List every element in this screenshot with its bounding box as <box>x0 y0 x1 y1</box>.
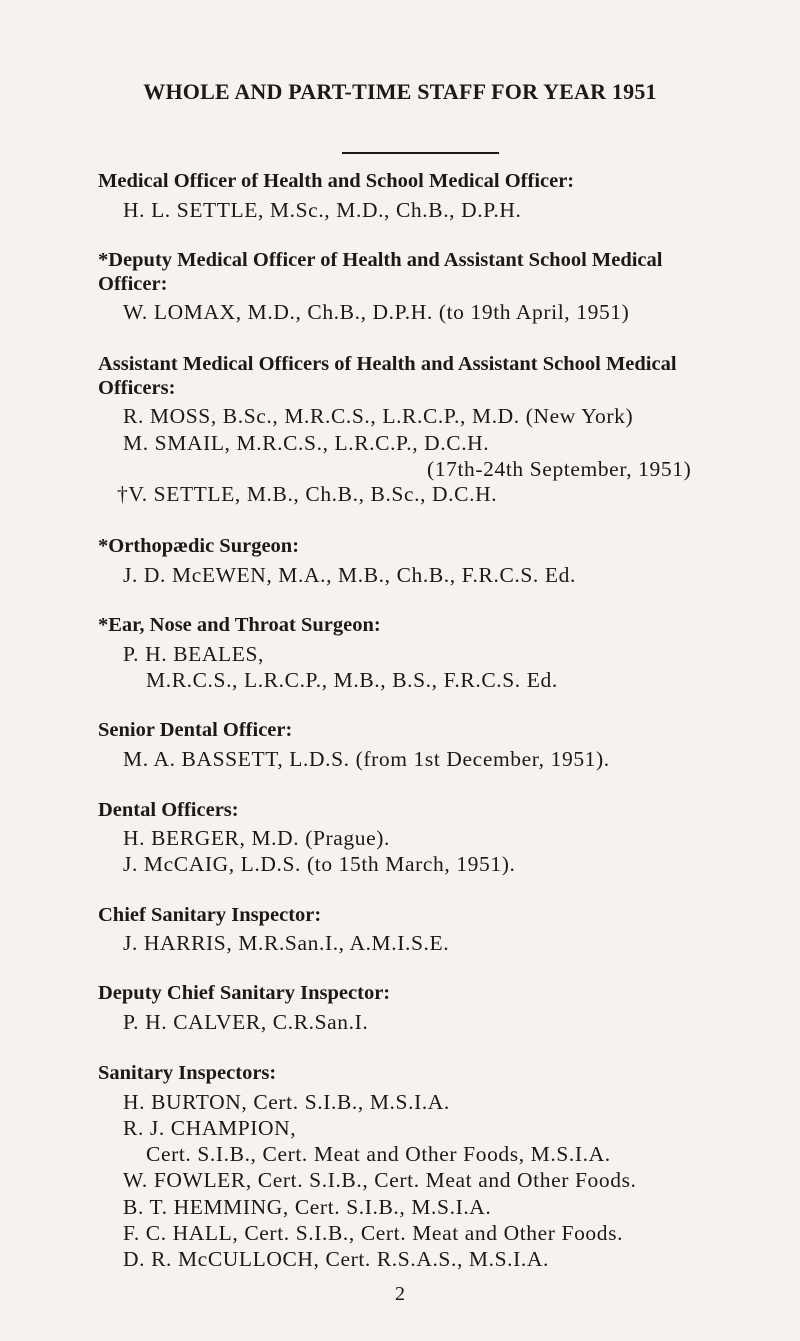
staff-entry-continued: Cert. S.I.B., Cert. Meat and Other Foods, M.S.I.A. <box>146 1142 611 1166</box>
staff-entry: P. H. BEALES, <box>123 642 264 666</box>
section-heading: Assistant Medical Officers of Health and Assistant School Medical <box>98 353 677 375</box>
staff-entry: J. HARRIS, M.R.San.I., A.M.I.S.E. <box>123 931 450 955</box>
staff-entry: M. A. BASSETT, L.D.S. (from 1st December, 1951). <box>123 747 610 771</box>
section-heading: *Ear, Nose and Throat Surgeon: <box>98 614 381 636</box>
section-heading: *Orthopædic Surgeon: <box>98 535 300 557</box>
page-number: 2 <box>395 1283 405 1305</box>
section-heading: Medical Officer of Health and School Medical Officer: <box>98 170 575 192</box>
staff-entry: †V. SETTLE, M.B., Ch.B., B.Sc., D.C.H. <box>117 482 498 506</box>
section-heading: Deputy Chief Sanitary Inspector: <box>98 982 391 1004</box>
page-title: WHOLE AND PART-TIME STAFF FOR YEAR 1951 <box>143 79 657 104</box>
section-heading: Senior Dental Officer: <box>98 719 293 741</box>
staff-entry: P. H. CALVER, C.R.San.I. <box>123 1010 369 1034</box>
staff-entry: W. LOMAX, M.D., Ch.B., D.P.H. (to 19th April, 1951) <box>123 300 630 324</box>
section-heading: Chief Sanitary Inspector: <box>98 904 322 926</box>
staff-entry: B. T. HEMMING, Cert. S.I.B., M.S.I.A. <box>123 1195 492 1219</box>
staff-entry: W. FOWLER, Cert. S.I.B., Cert. Meat and Other Foods. <box>123 1168 637 1192</box>
staff-entry: D. R. McCULLOCH, Cert. R.S.A.S., M.S.I.A. <box>123 1247 549 1271</box>
section-heading-continued: Officers: <box>98 377 176 399</box>
staff-entry: R. J. CHAMPION, <box>123 1116 297 1140</box>
title-divider <box>342 152 499 154</box>
staff-entry: J. McCAIG, L.D.S. (to 15th March, 1951). <box>123 852 516 876</box>
section-heading-continued: Officer: <box>98 273 168 295</box>
staff-entry: H. BERGER, M.D. (Prague). <box>123 826 391 850</box>
section-heading: Sanitary Inspectors: <box>98 1062 277 1084</box>
staff-entry-note: (17th-24th September, 1951) <box>427 457 692 481</box>
staff-entry: R. MOSS, B.Sc., M.R.C.S., L.R.C.P., M.D. (New York) <box>123 404 634 428</box>
staff-entry: J. D. McEWEN, M.A., M.B., Ch.B., F.R.C.S. Ed. <box>123 563 576 587</box>
section-heading: *Deputy Medical Officer of Health and Assistant School Medical <box>98 249 663 271</box>
staff-entry-continued: M.R.C.S., L.R.C.P., M.B., B.S., F.R.C.S. Ed. <box>146 668 558 692</box>
staff-entry: F. C. HALL, Cert. S.I.B., Cert. Meat and Other Foods. <box>123 1221 624 1245</box>
staff-entry: M. SMAIL, M.R.C.S., L.R.C.P., D.C.H. <box>123 431 490 455</box>
staff-entry: H. BURTON, Cert. S.I.B., M.S.I.A. <box>123 1090 450 1114</box>
staff-entry: H. L. SETTLE, M.Sc., M.D., Ch.B., D.P.H. <box>123 198 522 222</box>
section-heading: Dental Officers: <box>98 799 239 821</box>
